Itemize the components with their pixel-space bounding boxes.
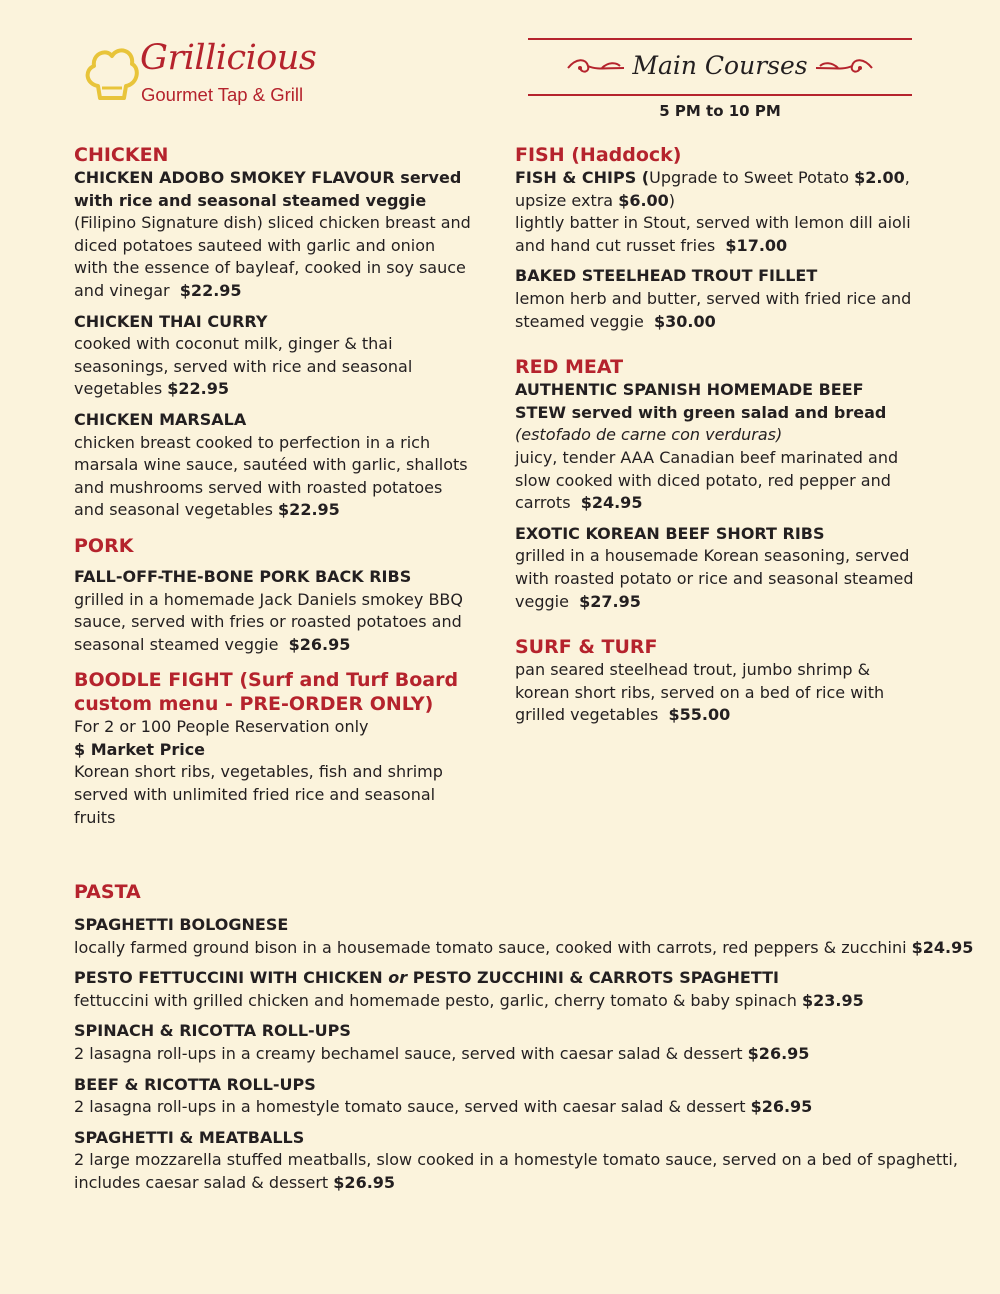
flourish-right-icon (814, 56, 874, 80)
item-name: CHICKEN THAI CURRY (74, 311, 268, 331)
section-title-fish: FISH (Haddock) (515, 144, 682, 166)
menu-item-fish-and-chips (515, 167, 915, 257)
item-name: PESTO FETTUCCINI WITH CHICKEN or PESTO ZUCCHINI & CARROTS SPAGHETTI (74, 968, 779, 988)
menu-item-chicken-thai-curry (74, 311, 474, 401)
item-price: $17.00 (725, 235, 788, 255)
menu-item-boodle-fight (74, 716, 474, 829)
menu-item-surf-and-turf (515, 659, 915, 727)
chef-hat-icon (84, 42, 140, 104)
item-price: $24.95 (911, 937, 974, 957)
service-hours: 5 PM to 10 PM (659, 102, 781, 120)
item-description: 2 large mozzarella stuffed meatballs, slow cooked in a homestyle tomato sauce, served on a bed of spaghetti, includes caesar salad & dessert $26.95 (74, 1150, 958, 1192)
section-title-pasta: PASTA (74, 881, 141, 903)
item-description: juicy, tender AAA Canadian beef marinated and slow cooked with diced potato, red pepper and carrots $24.95 (515, 447, 899, 513)
item-description: grilled in a homemade Jack Daniels smokey BBQ sauce, served with fries or roasted potatoes and seasonal steamed veggie $26.95 (74, 589, 463, 654)
item-name: EXOTIC KOREAN BEEF SHORT RIBS (515, 523, 825, 543)
left-column (74, 143, 474, 837)
section-title-red-meat: RED MEAT (515, 356, 624, 379)
item-price: $27.95 (579, 591, 641, 611)
header-top-rule (528, 38, 912, 40)
item-description: grilled in a housemade Korean seasoning, served with roasted potato or rice and seasonal steamed veggie $27.95 (515, 546, 914, 611)
item-price: $ Market Price (74, 739, 206, 759)
item-name: FISH & CHIPS (Upgrade to Sweet Potato $2.00, upsize extra $6.00) (515, 168, 910, 210)
menu-item-korean-short-ribs (515, 523, 915, 613)
item-description: lightly batter in Stout, served with lemon dill aioli and hand cut russet fries $17.00 (515, 213, 911, 255)
header-bottom-rule (528, 94, 912, 96)
menu-header (528, 38, 912, 96)
item-name: SPAGHETTI BOLOGNESE (74, 915, 289, 934)
brand-subtitle: Gourmet Tap & Grill (141, 84, 304, 105)
item-name: FALL-OFF-THE-BONE PORK BACK RIBS (74, 566, 412, 586)
item-description: pan seared steelhead trout, jumbo shrimp & korean short ribs, served on a bed of rice with grilled vegetables $55.00 (515, 660, 885, 725)
item-description: cooked with coconut milk, ginger & thai seasonings, served with rice and seasonal vegetables $22.95 (74, 334, 413, 399)
pasta-section (74, 880, 974, 1203)
item-name: SPAGHETTI & MEATBALLS (74, 1127, 305, 1147)
menu-item-beef-stew (515, 379, 915, 515)
logo (84, 38, 344, 108)
item-description: (Filipino Signature dish) sliced chicken breast and diced potatoes sauteed with garlic and onion with the essence of bayleaf, cooked in soy sauce and vinegar $22.95 (74, 213, 471, 300)
item-price: $22.95 (179, 280, 242, 300)
item-subtitle: (estofado de carne con verduras) (515, 425, 783, 445)
item-name: BAKED STEELHEAD TROUT FILLET (515, 266, 818, 286)
right-column (515, 143, 915, 735)
item-description: locally farmed ground bison in a housemade tomato sauce, cooked with carrots, red peppers & zucchini $24.95 (74, 937, 974, 957)
item-name: BEEF & RICOTTA ROLL-UPS (74, 1074, 316, 1094)
item-price: $26.95 (747, 1043, 810, 1063)
item-price: $24.95 (580, 493, 643, 513)
item-description: 2 lasagna roll-ups in a creamy bechamel sauce, served with caesar salad & dessert $26.95 (74, 1043, 810, 1063)
section-title-surf-and-turf: SURF & TURF (515, 636, 658, 659)
section-title-boodle-fight: BOODLE FIGHT (Surf and Turf Board custom menu - PRE-ORDER ONLY) (74, 669, 459, 716)
menu-item-spaghetti-meatballs (74, 1127, 974, 1195)
item-description: 2 lasagna roll-ups in a homestyle tomato sauce, served with caesar salad & dessert $26.95 (74, 1097, 813, 1117)
menu-item-steelhead-trout (515, 265, 915, 333)
menu-title: Main Courses (632, 51, 808, 80)
item-name: AUTHENTIC SPANISH HOMEMADE BEEF STEW served with green salad and bread (515, 380, 887, 422)
item-description: Korean short ribs, vegetables, fish and shrimp served with unlimited fried rice and seasonal fruits (74, 762, 443, 827)
menu-item-beef-ricotta-rollups (74, 1074, 974, 1119)
item-name: CHICKEN ADOBO SMOKEY FLAVOUR served with rice and seasonal steamed veggie (74, 168, 462, 210)
menu-item-chicken-marsala (74, 409, 474, 522)
item-note: For 2 or 100 People Reservation only (74, 717, 369, 737)
menu-item-pork-ribs (74, 566, 474, 656)
item-price: $30.00 (654, 311, 716, 331)
item-description: lemon herb and butter, served with fried rice and steamed veggie $30.00 (515, 288, 912, 331)
section-title-pork: PORK (74, 534, 134, 557)
brand-name: Grillicious (140, 38, 317, 78)
item-name: CHICKEN MARSALA (74, 409, 247, 429)
menu-item-chicken-adobo (74, 167, 474, 303)
item-price: $22.95 (278, 500, 340, 520)
item-price: $55.00 (668, 705, 731, 725)
menu-item-pesto-fettuccini (74, 967, 974, 1012)
item-price: $26.95 (288, 634, 351, 654)
item-price: $22.95 (167, 379, 230, 399)
item-price: $26.95 (750, 1097, 813, 1117)
section-title-chicken: CHICKEN (74, 144, 169, 166)
item-description: chicken breast cooked to perfection in a rich marsala wine sauce, sautéed with garlic, shallots and mushrooms served with roasted potatoes and seasonal vegetables $22.95 (74, 432, 468, 520)
item-price: $23.95 (801, 990, 864, 1010)
menu-item-spaghetti-bolognese (74, 914, 974, 959)
item-description: fettuccini with grilled chicken and homemade pesto, garlic, cherry tomato & baby spinach $23.95 (74, 990, 864, 1010)
item-price: $26.95 (333, 1172, 396, 1192)
item-name: SPINACH & RICOTTA ROLL-UPS (74, 1021, 351, 1041)
menu-item-spinach-ricotta-rollups (74, 1020, 974, 1065)
